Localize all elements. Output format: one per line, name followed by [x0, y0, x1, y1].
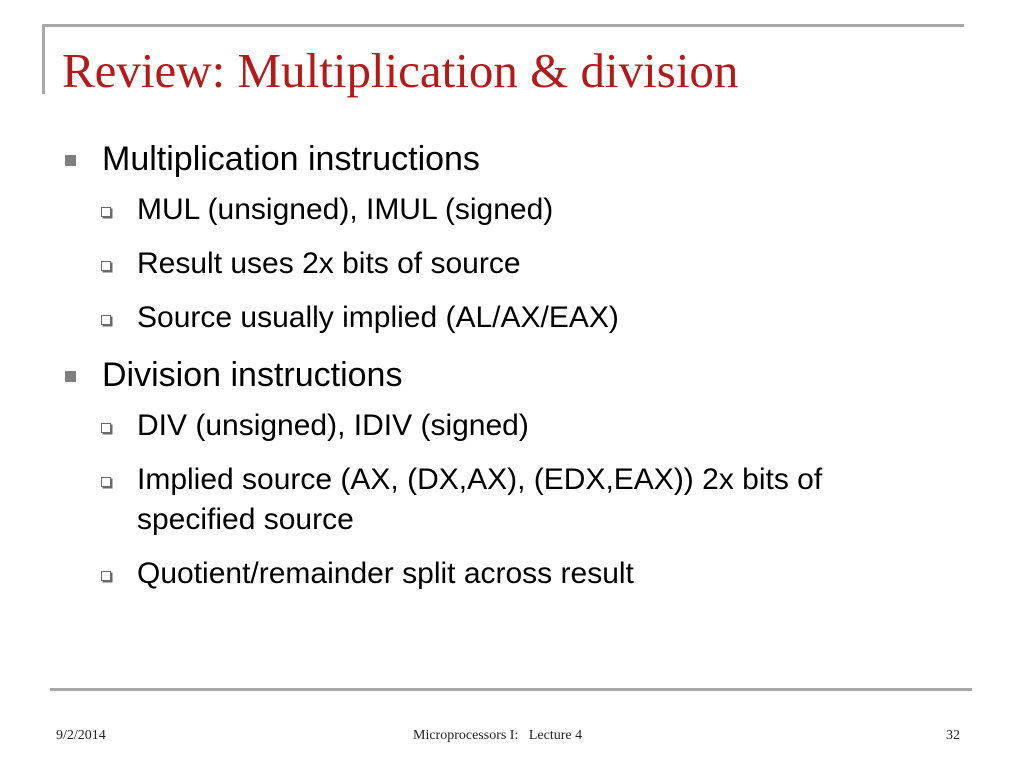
bullet-text: Multiplication instructions — [102, 140, 480, 178]
sub-bullet-text: Result uses 2x bits of source — [137, 247, 521, 280]
bullet-division — [62, 352, 962, 398]
bottom-rule — [50, 688, 972, 691]
hollow-square-bullet-icon — [101, 315, 111, 325]
hollow-square-bullet-icon — [101, 207, 111, 217]
slide-title: Review: Multiplication & division — [62, 43, 739, 98]
hollow-square-bullet-icon — [101, 261, 111, 271]
slide-number: 32 — [946, 728, 960, 743]
sub-bullet — [62, 460, 907, 540]
sub-bullet-text: Quotient/remainder split across result — [137, 557, 634, 590]
bullet-list — [62, 136, 962, 608]
bullet-multiplication — [62, 136, 962, 182]
sub-bullet — [62, 190, 907, 230]
filled-square-bullet-icon — [65, 155, 76, 166]
left-rule — [42, 24, 45, 94]
filled-square-bullet-icon — [65, 371, 76, 382]
sub-bullet-text: Source usually implied (AL/AX/EAX) — [137, 301, 619, 334]
sub-list-division — [62, 406, 962, 594]
hollow-square-bullet-icon — [101, 423, 111, 433]
sub-bullet — [62, 406, 907, 446]
top-rule — [42, 24, 964, 27]
sub-bullet-text: MUL (unsigned), IMUL (signed) — [137, 193, 554, 226]
sub-bullet — [62, 298, 907, 338]
sub-bullet — [62, 554, 907, 594]
footer-course: Microprocessors I: Lecture 4 — [413, 728, 583, 743]
sub-bullet — [62, 244, 907, 284]
footer-date: 9/2/2014 — [56, 728, 106, 743]
sub-bullet-text: DIV (unsigned), IDIV (signed) — [137, 409, 529, 442]
bullet-text: Division instructions — [102, 356, 403, 394]
hollow-square-bullet-icon — [101, 477, 111, 487]
sub-list-multiplication — [62, 190, 962, 338]
sub-bullet-text: Implied source (AX, (DX,AX), (EDX,EAX)) 2x bits of specified source — [137, 463, 823, 536]
hollow-square-bullet-icon — [101, 571, 111, 581]
